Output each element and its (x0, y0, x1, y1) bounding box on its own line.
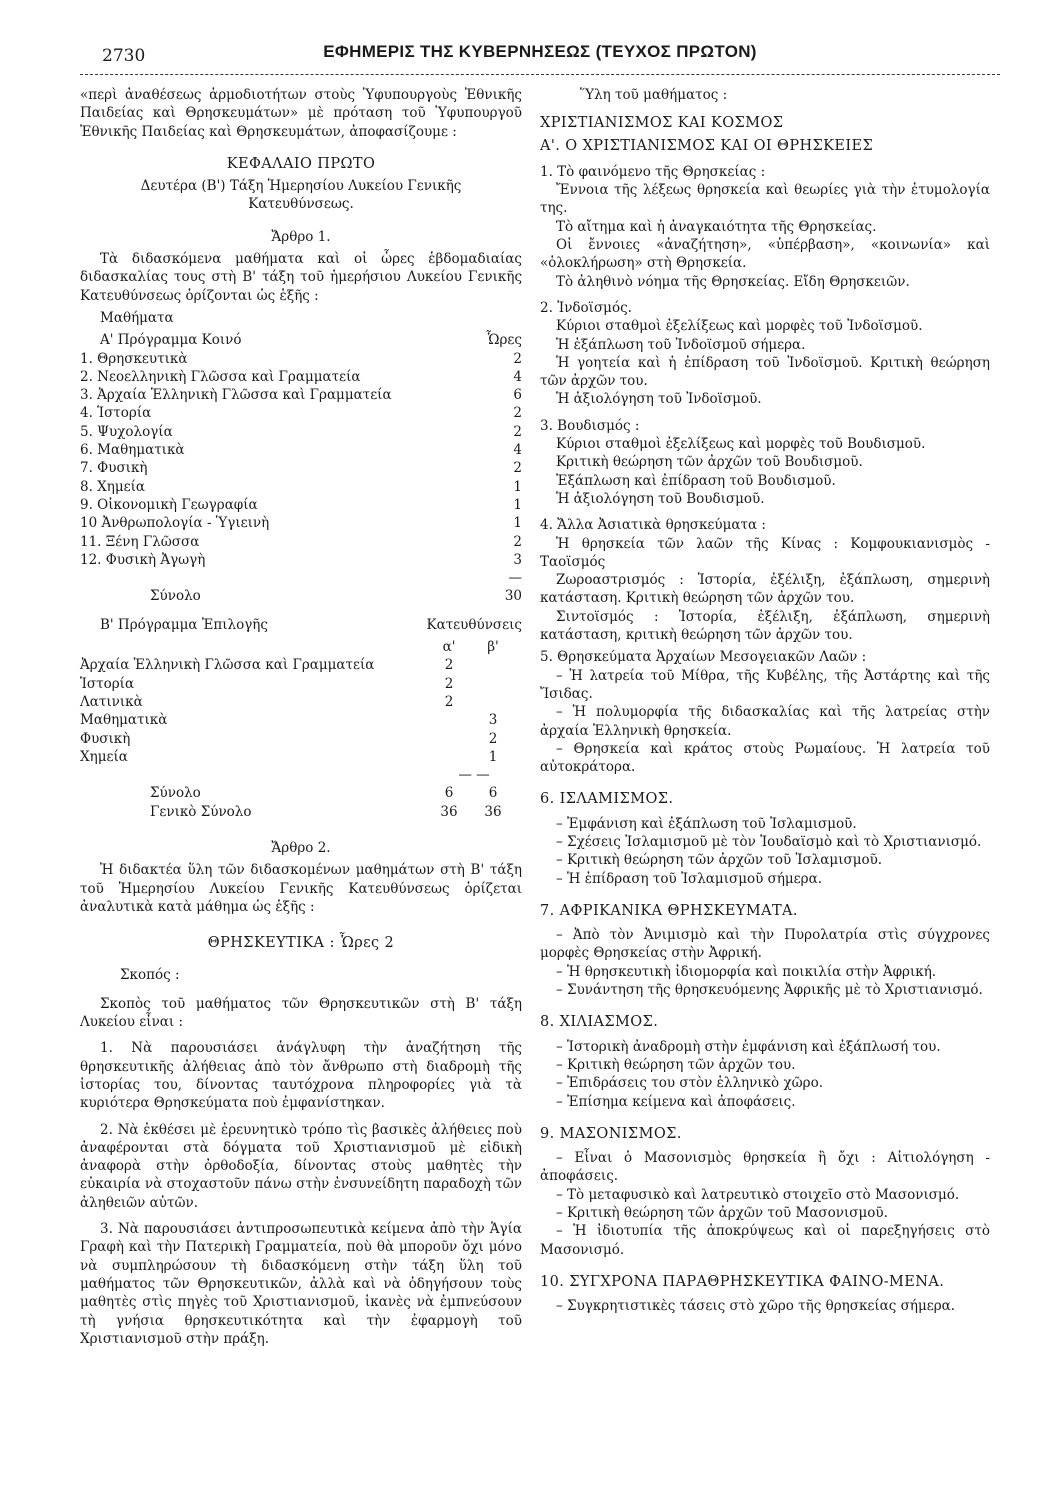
list-item: 3. Ἀρχαία Ἑλληνικὴ Γλῶσσα καὶ Γραμματεία 6 (80, 387, 522, 404)
list-item: – Ἡ πολυμορφία τῆς διδασκαλίας καὶ τῆς λατρείας στὴν ἀρχαία Ἑλληνικὴ θρησκεία. (540, 704, 990, 739)
list-item: Ἐξάπλωση καὶ ἐπίδραση τοῦ Βουδισμοῦ. (556, 472, 836, 489)
list-item: Χημεία 1 (80, 748, 498, 765)
program-a-header (80, 331, 522, 349)
sub-heading: Α'. Ο ΧΡΙΣΤΙΑΝΙΣΜΟΣ ΚΑΙ ΟΙ ΘΡΗΣΚΕΙΕΣ (540, 137, 874, 154)
list-item: – Ἀπὸ τὸν Ἀνιμισμὸ καὶ τὴν Πυρολατρία στὶς σύγχρονες μορφὲς Θρησκείας στὴν Ἀφρική. (540, 927, 990, 962)
section-title: 3. Βουδισμός : (540, 417, 640, 434)
list-item: Φυσικὴ 2 (80, 730, 498, 747)
section-title: 6. ΙΣΛΑΜΙΣΜΟΣ. (540, 791, 674, 808)
program-b-list (80, 656, 522, 766)
list-item: 12. Φυσικὴ Ἀγωγὴ 3 (80, 551, 522, 568)
article-2-text: Ἡ διδακτέα ὕλη τῶν διδασκομένων μαθημάτων στὴ Β' τάξη τοῦ Ἡμερησίου Λυκείου Γενικῆς Κατευθύνσεως ὁρίζεται ἀναλυτικὰ κατὰ μάθημα ὡς ἑξῆς : (80, 862, 522, 915)
aim-text: Σκοπὸς τοῦ μαθήματος τῶν Θρησκευτικῶν στὴ Β' τάξη Λυκείου εἶναι : (80, 995, 522, 1031)
total-dash-row: — (508, 570, 522, 587)
list-item: 2. Νεοελληνικὴ Γλῶσσα καὶ Γραμματεία 4 (80, 368, 522, 385)
dash-row: — — (458, 767, 490, 784)
list-item: Λατινικὰ 2 (80, 693, 454, 710)
section-title: 1. Τὸ φαινόμενο τῆς Θρησκείας : (540, 163, 766, 180)
list-item: – Συνάντηση τῆς θρησκευόμενης Ἀφρικῆς μὲ τὸ Χριστιανισμό. (556, 982, 983, 999)
left-column (80, 86, 522, 1348)
list-item: Κύριοι σταθμοὶ ἐξελίξεως καὶ μορφὲς τοῦ Βουδισμοῦ. (556, 436, 926, 453)
list-item: Σιντοϊσμός : Ἱστορία, ἐξέλιξη, ἐξάπλωση, σημερινὴ κατάσταση, κριτικὴ θεώρηση τῶν ἀρχῶν του. (540, 608, 990, 644)
list-item: Ἔννοια τῆς λέξεως θρησκεία καὶ θεωρίες γιὰ τὴν ἐτυμολογία της. (540, 182, 990, 217)
list-item: Ἡ ἀξιολόγηση τοῦ Ἰνδοϊσμοῦ. (556, 391, 762, 408)
list-item: – Ἱστορικὴ ἀναδρομὴ στὴν ἐμφάνιση καὶ ἐξάπλωσή του. (556, 1038, 941, 1055)
list-item: – Κριτικὴ θεώρηση τῶν ἀρχῶν του. (556, 1056, 796, 1073)
list-item: 4. Ἱστορία 2 (80, 405, 522, 422)
program-b-header: Β' Πρόγραμμα Ἐπιλογῆς Κατευθύνσεις (100, 616, 522, 633)
list-item: Τὸ ἀληθινὸ νόημα τῆς Θρησκείας. Εἴδη Θρησκειῶν. (556, 273, 910, 290)
religious-heading: ΘΡΗΣΚΕΥΤΙΚΑ : Ὧρες 2 (207, 935, 395, 952)
list-item: 9. Οἰκονομικὴ Γεωγραφία 1 (80, 496, 522, 513)
aim-item: 2. Νὰ ἐκθέσει μὲ ἐρευνητικὸ τρόπο τὶς βασικὲς ἀλήθειες ποὺ ἀναφέρονται στὰ δόγματα τοῦ Χριστιανισμοῦ μὲ εἰδικὴ ἀναφορὰ στὴν ὀρθοδοξία, δίνοντας στοὺς μαθητὲς τὴν εὐκαιρία νὰ στοχαστοῦν πάνω στὴν ἐνσυνείδητη παραδοχὴ τῶν ἀληθειῶν αὐτῶν. (80, 1121, 522, 1211)
list-item: 10 Ἀνθρωπολογία - Ὑγιεινὴ 1 (80, 515, 522, 532)
list-item: Ἡ γοητεία καὶ ἡ ἐπίδραση τοῦ Ἰνδοϊσμοῦ. Κριτικὴ θεώρηση τῶν ἀρχῶν του. (540, 354, 990, 390)
hours-label: Ὧρες (486, 332, 522, 349)
list-item: – Κριτικὴ θεώρηση τῶν ἀρχῶν τοῦ Ἰσλαμισμοῦ. (556, 852, 883, 869)
section-title: 5. Θρησκεύματα Ἀρχαίων Μεσογειακῶν Λαῶν : (540, 649, 867, 666)
article-1-title: Ἄρθρο 1. (271, 228, 331, 245)
section-title: 8. ΧΙΛΙΑΣΜΟΣ. (540, 1014, 659, 1031)
total-row: Σύνολο 30 (150, 588, 522, 605)
list-item: 1. Θρησκευτικὰ 2 (80, 350, 522, 367)
section-title: 4. Ἄλλα Ἀσιατικὰ θρησκεύματα : (540, 517, 766, 534)
intro-paragraph: «περὶ ἀναθέσεως ἁρμοδιοτήτων στοὺς Ὑφυπουργοὺς Ἐθνικῆς Παιδείας καὶ Θρησκευμάτων» μὲ πρόταση τοῦ Ὑφυπουργοῦ Ἐθνικῆς Παιδείας καὶ Θρησκευμάτων, ἀποφασίζουμε : (80, 87, 522, 140)
list-item: Τὸ αἴτημα καὶ ἡ ἀναγκαιότητα τῆς Θρησκείας. (556, 218, 877, 235)
subjects-label: Μαθήματα (100, 309, 174, 326)
list-item: – Συγκρητιστικὲς τάσεις στὸ χῶρο τῆς θρησκείας σήμερα. (556, 1298, 956, 1315)
list-item: – Εἶναι ὁ Μασονισμὸς θρησκεία ἢ ὄχι : Αἰτιολόγηση - ἀποφάσεις. (540, 1150, 990, 1185)
section-title: 7. ΑΦΡΙΚΑΝΙΚΑ ΘΡΗΣΚΕΥΜΑΤΑ. (540, 902, 798, 919)
list-item: Ἱστορία 2 (80, 675, 454, 692)
list-item: Κύριοι σταθμοὶ ἐξελίξεως καὶ μορφὲς τοῦ Ἰνδοϊσμοῦ. (556, 318, 923, 335)
list-item: Ἡ ἐξάπλωση τοῦ Ἰνδοϊσμοῦ σήμερα. (556, 336, 806, 353)
page-header (80, 40, 1000, 74)
section-title: 10. ΣΥΓΧΡΟΝΑ ΠΑΡΑΘΡΗΣΚΕΥΤΙΚΑ ΦΑΙΝΟ-ΜΕΝΑ. (540, 1273, 945, 1290)
matter-label: Ὕλη τοῦ μαθήματος : (580, 87, 728, 103)
aim-label: Σκοπός : (120, 967, 180, 984)
chapter-heading: ΚΕΦΑΛΑΙΟ ΠΡΩΤΟ (226, 155, 376, 172)
aim-item: 3. Νὰ παρουσιάσει ἀντιπροσωπευτικὰ κείμενα ἀπὸ τὴν Ἁγία Γραφὴ καὶ τὴν Πατερικὴ Γραμματεία, ποὺ θὰ μποροῦν ὄχι μόνο νὰ συμπληρώσουν τὴ διδασκόμενη στὴν τάξη ὕλη τοῦ μαθήματος τῶν Θρησκευτικῶν, ἀλλὰ καὶ νὰ ὁδηγήσουν τοὺς μαθητὲς στὶς πηγὲς τοῦ Χριστιανισμοῦ, ἱκανὲς νὰ ἐμπνεύσουν τὴ γνήσια θρησκευτικότητα καὶ τὴν ἐφαρμογὴ τοῦ Χριστιανισμοῦ στὴν πράξη. (80, 1221, 522, 1347)
list-item: – Ἡ λατρεία τοῦ Μίθρα, τῆς Κυβέλης, τῆς Ἀστάρτης καὶ τῆς Ἴσιδας. (540, 667, 990, 702)
list-item: – Ἡ ἰδιοτυπία τῆς ἀποκρύψεως καὶ οἱ παρεξηγήσεις στὸ Μασονισμό. (540, 1223, 990, 1258)
list-item: – Ἐπιδράσεις του στὸν ἑλληνικὸ χῶρο. (556, 1075, 824, 1092)
program-a-label: Α' Πρόγραμμα Κοινό (100, 332, 242, 349)
list-item: 11. Ξένη Γλῶσσα 2 (80, 533, 522, 550)
header-rule (80, 74, 1000, 75)
directions-subheader: α' β' (442, 639, 499, 656)
list-item: – Τὸ μεταφυσικὸ καὶ λατρευτικὸ στοιχεῖο στὸ Μασονισμό. (556, 1186, 960, 1203)
list-item: Ἡ ἀξιολόγηση τοῦ Βουδισμοῦ. (556, 490, 765, 507)
list-item: 8. Χημεία 1 (80, 478, 522, 495)
list-item: – Ἐμφάνιση καὶ ἐξάπλωση τοῦ Ἰσλαμισμοῦ. (556, 815, 857, 832)
list-item: 7. Φυσικὴ 2 (80, 460, 522, 477)
list-item: – Ἡ θρησκευτικὴ ἰδιομορφία καὶ ποικιλία στὴν Ἀφρική. (556, 963, 937, 980)
gazette-title: ΕΦΗΜΕΡΙΣ ΤΗΣ ΚΥΒΕΡΝΗΣΕΩΣ (ΤΕΥΧΟΣ ΠΡΩΤΟΝ) (323, 42, 757, 61)
chapter-subheading: Δευτέρα (Β') Τάξη Ἡμερησίου Λυκείου Γενικῆς Κατευθύνσεως. (140, 178, 462, 213)
list-item: 6. Μαθηματικὰ 4 (80, 442, 522, 459)
grand-total-row: Γενικὸ Σύνολο 36 36 (150, 803, 502, 820)
section-title: 9. ΜΑΣΟΝΙΣΜΟΣ. (540, 1125, 682, 1142)
list-item: – Σχέσεις Ἰσλαμισμοῦ μὲ τὸν Ἰουδαϊσμὸ καὶ τὸ Χριστιανισμό. (556, 833, 982, 850)
program-a-list (80, 350, 522, 570)
article-1-text: Τὰ διδασκόμενα μαθήματα καὶ οἱ ὧρες ἑβδομαδιαίας διδασκαλίας τους στὴ Β' τάξη τοῦ ἡμερήσιου Λυκείου Γενικῆς Κατευθύνσεως ὁρίζονται ὡς ἑξῆς : (80, 251, 522, 304)
list-item: 5. Ψυχολογία 2 (80, 423, 522, 440)
page-number: 2730 (102, 46, 146, 66)
right-column (540, 86, 990, 1316)
list-item: Ἡ θρησκεία τῶν λαῶν τῆς Κίνας : Κομφουκιανισμὸς - Ταοϊσμός (540, 535, 990, 570)
section-title: 2. Ἰνδοϊσμός. (540, 299, 632, 316)
list-item: Κριτικὴ θεώρηση τῶν ἀρχῶν τοῦ Βουδισμοῦ. (556, 454, 863, 471)
list-item: Ζωροαστρισμός : Ἱστορία, ἐξέλιξη, ἐξάπλωση, σημερινὴ κατάσταση. Κριτικὴ θεώρηση τῶν ἀρχῶν του. (540, 572, 990, 607)
list-item: Μαθηματικὰ 3 (80, 712, 498, 729)
main-heading: ΧΡΙΣΤΙΑΝΙΣΜΟΣ ΚΑΙ ΚΟΣΜΟΣ (540, 115, 784, 132)
article-2-title: Ἄρθρο 2. (271, 839, 331, 856)
list-item: – Ἡ ἐπίδραση τοῦ Ἰσλαμισμοῦ σήμερα. (556, 870, 823, 887)
list-item: Ἀρχαία Ἑλληνικὴ Γλῶσσα καὶ Γραμματεία 2 (80, 657, 454, 674)
sum-row: Σύνολο 6 6 (150, 785, 498, 802)
list-item: – Θρησκεία καὶ κράτος στοὺς Ρωμαίους. Ἡ λατρεία τοῦ αὐτοκράτορα. (540, 740, 990, 776)
list-item: – Ἐπίσημα κείμενα καὶ ἀποφάσεις. (556, 1093, 796, 1110)
aim-item: 1. Νὰ παρουσιάσει ἀνάγλυφη τὴν ἀναζήτηση τῆς θρησκευτικῆς ἀλήθειας ἀπὸ τὸν ἄνθρωπο στὴ διαδρομὴ τῆς ἱστορίας του, δίνοντας ταυτόχρονα πληροφορίες γιὰ τὰ κυριότερα Θρησκεύματα ποὺ ἐμφανίστηκαν. (80, 1040, 522, 1112)
list-item: Οἱ ἔννοιες «ἀναζήτηση», «ὑπέρβαση», «κοινωνία» καὶ «ὁλοκλήρωση» στὴ Θρησκεία. (540, 237, 990, 272)
list-item: – Κριτικὴ θεώρηση τῶν ἀρχῶν τοῦ Μασονισμοῦ. (556, 1205, 888, 1222)
